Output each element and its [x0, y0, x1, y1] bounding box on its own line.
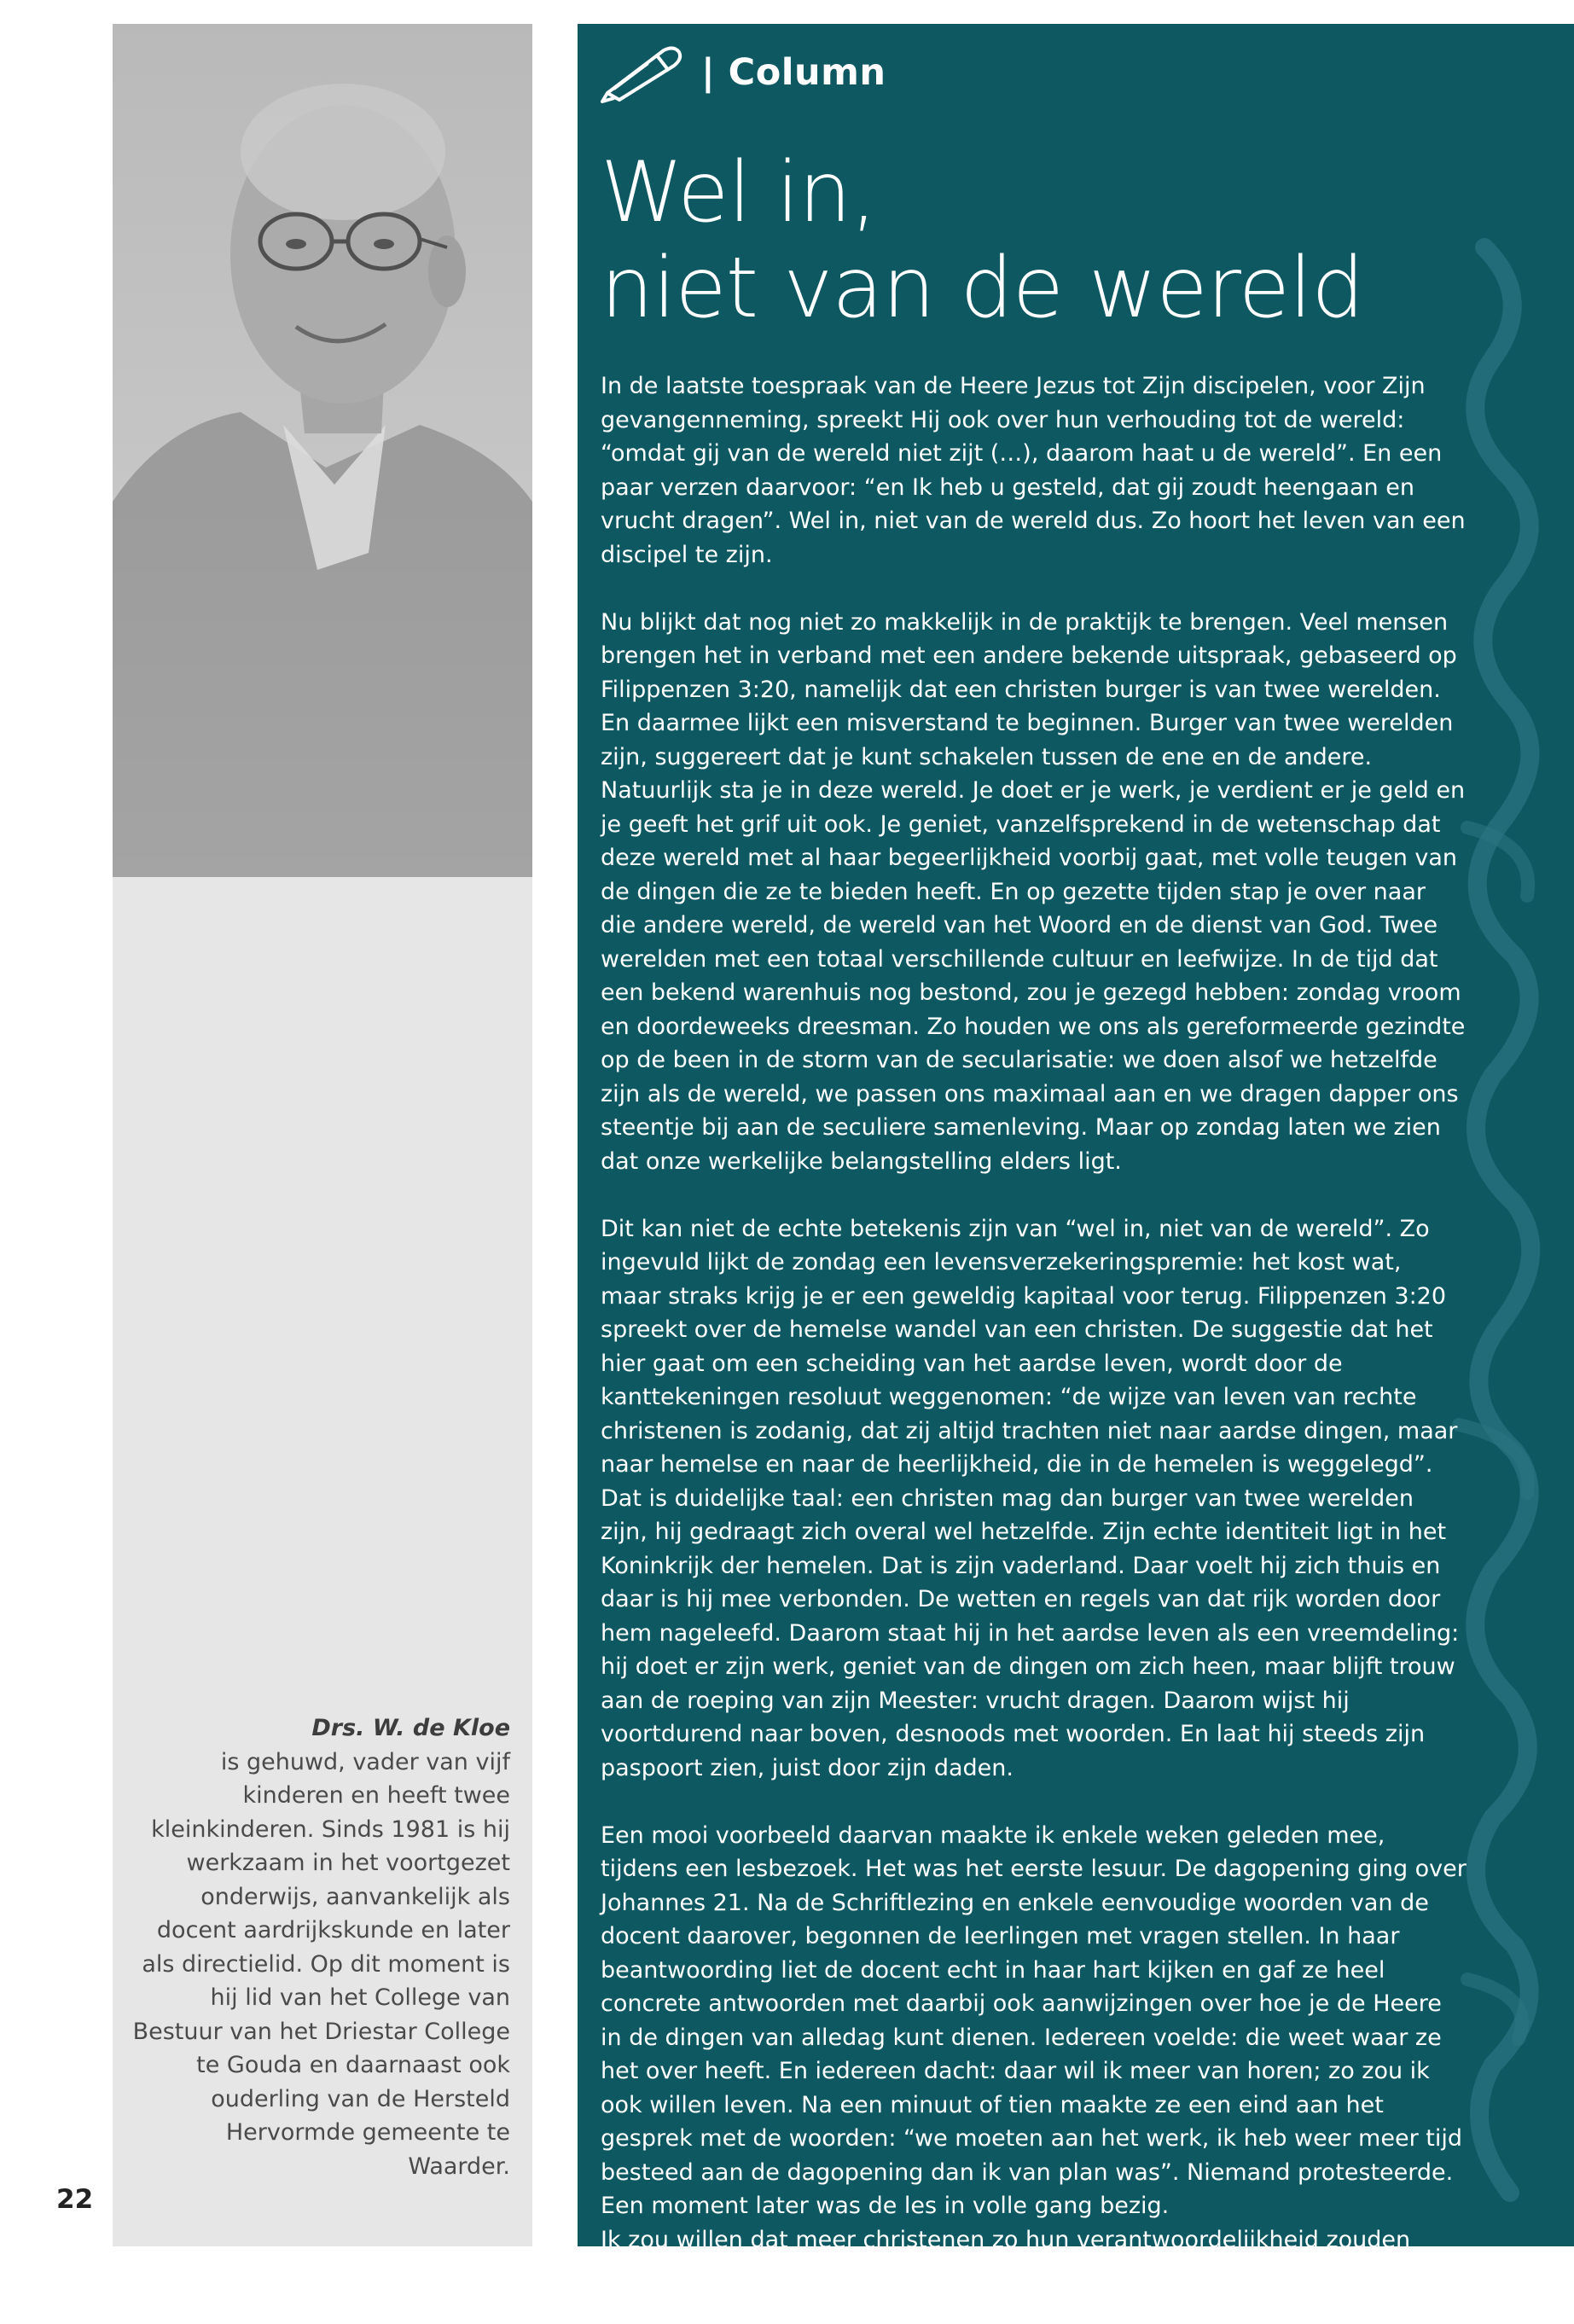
- column-header: [597, 34, 886, 111]
- section-label: | Column: [701, 51, 886, 94]
- page-number: 22: [56, 2184, 93, 2215]
- paragraph: Dit kan niet de echte betekenis zijn van “wel in, niet van de wereld”. Zo ingevuld lijkt de zondag een levensverzekeringspremie: het kost wat, maar straks krijg je er een geweldig kapitaal voor terug. Filippenzen 3:20 spreekt over de hemelse wandel van een christen. De suggestie dat het hier gaat om een scheiding van het aardse leven, wordt door de kanttekeningen resoluut weggenomen: “de wijze van leven van rechte christenen is zodanig, dat zij altijd trachten niet naar aardse dingen, maar naar hemelse en naar de heerlijkheid, die in de hemelen is weggelegd”. Dat is duidelijke taal: een christen mag dan burger van twee werelden zijn, hij gedraagt zich overal wel hetzelfde. Zijn echte identiteit ligt in het Koninkrijk der hemelen. Dat is zijn vaderland. Daar voelt hij zich thuis en daar is hij mee verbonden. De wetten en regels van dat rijk worden door hem nageleefd. Daarom staat hij in het aardse leven als een vreemdeling: hij doet er zijn werk, geniet van de dingen om zich heen, maar blijft trouw aan de roeping van zijn Meester: vrucht dragen. Daarom wijst hij voortdurend naar boven, desnoods met woorden. En laat hij steeds zijn paspoort zien, juist door zijn daden.: [601, 1212, 1467, 1786]
- paragraph: Nu blijkt dat nog niet zo makkelijk in de praktijk te brengen. Veel mensen brengen het in verband met een andere bekende uitspraak, gebaseerd op Filippenzen 3:20, namelijk dat een christen burger is van twee werelden. En daarmee lijkt een misverstand te beginnen. Burger van twee werelden zijn, suggereert dat je kunt schakelen tussen de ene en de andere. Natuurlijk sta je in deze wereld. Je doet er je werk, je verdient er je geld en je geeft het grif uit ook. Je geniet, vanzelfsprekend in de wetenschap dat deze wereld met al haar begeerlijkheid voorbij gaat, met volle teugen van de dingen die ze te bieden heeft. En op gezette tijden stap je over naar die andere wereld, de wereld van het Woord en de dienst van God. Twee werelden met een totaal verschillende cultuur en leefwijze. In de tijd dat een bekend warenhuis nog bestond, zou je gezegd hebben: zondag vroom en doordeweeks dreesman. Zo houden we ons als gereformeerde gezindte op de been in de storm van de secularisatie: we doen alsof we hetzelfde zijn als de wereld, we passen ons maximaal aan en we dragen dapper ons steentje bij aan de seculiere samenleving. Maar op zondag laten we zien dat onze werkelijke belangstelling elders ligt.: [601, 606, 1467, 1179]
- title-line-2: niet van de wereld: [601, 241, 1363, 336]
- paragraph: In de laatste toespraak van de Heere Jezus tot Zijn discipelen, voor Zijn gevangenneming, spreekt Hij ook over hun verhouding tot de wereld: “omdat gij van de wereld niet zijt (…), daarom haat u de wereld”. En een paar verzen daarvoor: “en Ik heb u gesteld, dat gij zoudt heengaan en vrucht dragen”. Wel in, niet van de wereld dus. Zo hoort het leven van een discipel te zijn.: [601, 369, 1467, 572]
- pen-icon: [597, 42, 686, 103]
- article-body: [601, 369, 1467, 2324]
- title-line-1: Wel in,: [601, 145, 1363, 241]
- article-title: [601, 145, 1363, 336]
- author-photo: [113, 24, 532, 877]
- author-bio-text: is gehuwd, vader van vijf kinderen en heeft twee kleinkinderen. Sinds 1981 is hij werkzaam in het voortgezet onderwijs, aanvankelijk als docent aardrijkskunde en later als directielid. Op dit moment is hij lid van het College van Bestuur van het Driestar College te Gouda en daarnaast ook ouderling van de Hersteld Hervormde gemeente te Waarder.: [118, 1746, 510, 2184]
- author-bio: [118, 1711, 510, 2183]
- author-sidebar: [113, 24, 532, 2246]
- paragraph: Een mooi voorbeeld daarvan maakte ik enkele weken geleden mee, tijdens een lesbezoek. Het was het eerste lesuur. De dagopening ging over Johannes 21. Na de Schriftlezing en enkele eenvoudige woorden van de docent daarover, begonnen de leerlingen met vragen stellen. In haar beantwoording liet de docent echt in haar hart kijken en gaf ze heel concrete antwoorden met daarbij ook aanwijzingen over hoe je de Heere in de dingen van alledag kunt dienen. Iedereen voelde: die weet waar ze het over heeft. En iedereen dacht: daar wil ik meer van horen; zo zou ik ook willen leven. Na een minuut of tien maakte ze een eind aan het gesprek met de woorden: “we moeten aan het werk, ik heb weer meer tijd besteed aan de dagopening dan ik van plan was”. Niemand protesteerde. Een moment later was de les in volle gang bezig.: [601, 1819, 1467, 2223]
- paragraph: Ik zou willen dat meer christenen zo hun verantwoordelijkheid zouden verstaan door, waar ook maar mogelijk, heen te wijzen naar hun Meester. Je moet Hem dan wel persoonlijk kennen natuurlijk.: [601, 2223, 1467, 2324]
- author-name: Drs. W. de Kloe: [118, 1711, 510, 1746]
